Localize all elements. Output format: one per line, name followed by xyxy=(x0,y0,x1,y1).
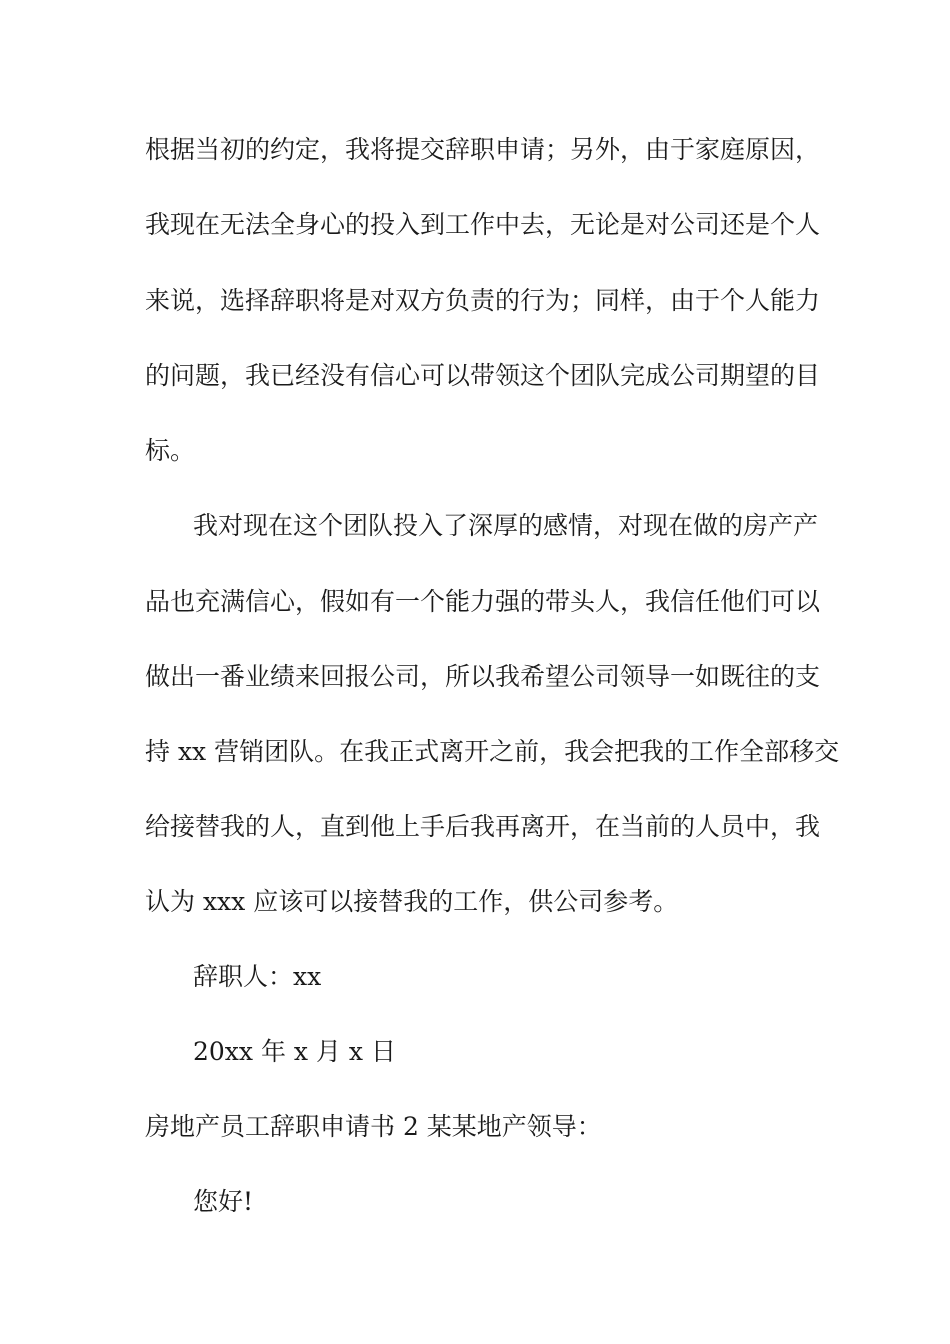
paragraph-2-line-1: 我对现在这个团队投入了深厚的感情，对现在做的房产产 xyxy=(193,511,819,540)
paragraph-2-line-4: 持 xx 营销团队。在我正式离开之前，我会把我的工作全部移交 xyxy=(145,737,840,766)
paragraph-2-line-3: 做出一番业绩来回报公司，所以我希望公司领导一如既往的支 xyxy=(145,662,821,691)
paragraph-1-line-1: 根据当初的约定，我将提交辞职申请；另外，由于家庭原因， xyxy=(145,135,821,164)
greeting-line: 您好! xyxy=(193,1187,254,1216)
paragraph-1-line-2: 我现在无法全身心的投入到工作中去，无论是对公司还是个人 xyxy=(145,210,821,239)
section-heading: 房地产员工辞职申请书 2 某某地产领导： xyxy=(145,1112,602,1141)
paragraph-1-line-4: 的问题，我已经没有信心可以带领这个团队完成公司期望的目 xyxy=(145,361,821,390)
paragraph-1-line-5: 标。 xyxy=(145,436,196,465)
signature-line: 辞职人：xx xyxy=(193,962,322,991)
paragraph-2-line-2: 品也充满信心，假如有一个能力强的带头人，我信任他们可以 xyxy=(145,587,821,616)
date-line: 20xx 年 x 月 x 日 xyxy=(193,1037,396,1066)
paragraph-2-line-5: 给接替我的人，直到他上手后我再离开，在当前的人员中，我 xyxy=(145,812,821,841)
paragraph-1-line-3: 来说，选择辞职将是对双方负责的行为；同样，由于个人能力 xyxy=(145,286,821,315)
paragraph-2-line-6: 认为 xxx 应该可以接替我的工作，供公司参考。 xyxy=(145,887,679,916)
